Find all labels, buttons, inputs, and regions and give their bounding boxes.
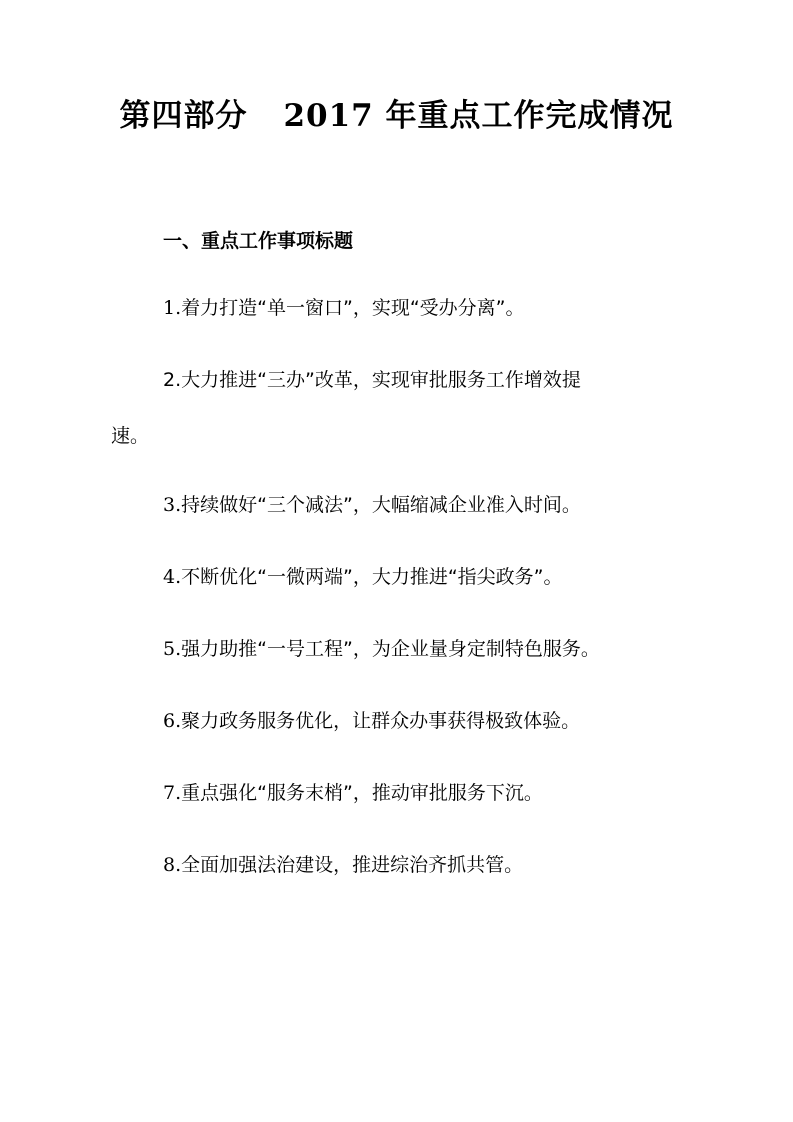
item-text: 强力助推“一号工程”，为企业量身定制特色服务。 [181, 638, 600, 660]
item-number: 5. [163, 638, 182, 660]
item-text: 大力推进“三办”改革，实现审批服务工作增效提 [181, 369, 581, 391]
item-number: 2. [163, 369, 182, 391]
item-text: 聚力政务服务优化，让群众办事获得极致体验。 [181, 710, 581, 732]
item-number: 3. [163, 494, 182, 516]
list-item [163, 487, 723, 523]
item-text: 全面加强法治建设，推进综治齐抓共管。 [181, 854, 524, 876]
item-number: 1. [163, 297, 182, 319]
title-prefix: 第四部分 [119, 98, 248, 134]
item-text: 不断优化“一微两端”，大力推进“指尖政务”。 [181, 566, 563, 588]
item-text: 着力打造“单一窗口”，实现“受办分离”。 [181, 297, 525, 319]
item-text: 重点强化“服务末梢”，推动审批服务下沉。 [181, 782, 543, 804]
item-text: 持续做好“三个减法”，大幅缩减企业准入时间。 [181, 494, 581, 516]
item-continuation: 速。 [111, 425, 150, 447]
list-item [111, 362, 671, 454]
section-heading: 一、重点工作事项标题 [163, 230, 354, 252]
list-item [163, 703, 723, 739]
item-number: 6. [163, 710, 182, 732]
list-item [163, 847, 723, 883]
title-main: 2017 年重点工作完成情况 [283, 98, 674, 134]
item-number: 4. [163, 566, 182, 588]
item-number: 8. [163, 854, 182, 876]
page-title [0, 92, 793, 140]
item-line-1 [111, 362, 671, 398]
list-item [163, 631, 723, 667]
list-item [163, 290, 723, 326]
list-item [163, 775, 723, 811]
item-number: 7. [163, 782, 182, 804]
list-item [163, 559, 723, 595]
